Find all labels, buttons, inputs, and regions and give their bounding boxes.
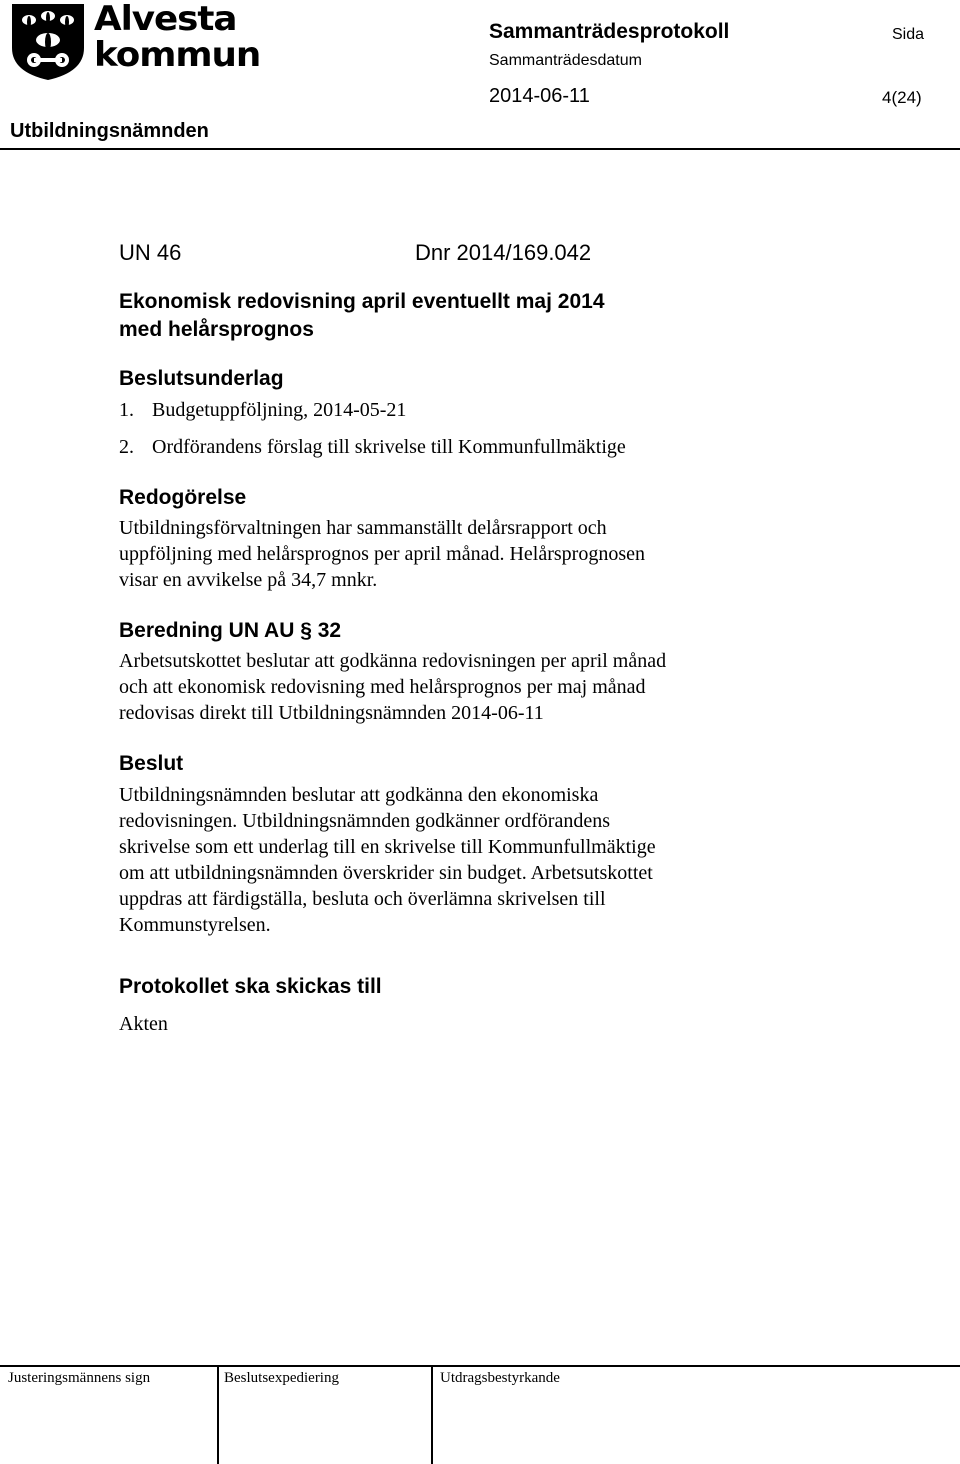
date-label: Sammanträdesdatum [489,52,642,69]
footer-column-divider [431,1366,433,1464]
logo-line-2: kommun [94,35,261,75]
paragraph-line: uppdras att färdigställa, besluta och överlämna skrivelsen till [119,888,606,910]
paragraph-line: redovisningen. Utbildningsnämnden godkänner ordförandens [119,810,611,832]
footer-divider [0,1365,960,1367]
paragraph-line: visar en avvikelse på 34,7 mnkr. [119,569,378,591]
logo-line-1: Alvesta [94,0,237,39]
case-dnr: Dnr 2014/169.042 [415,240,592,265]
paragraph-line: redovisas direkt till Utbildningsnämnden 2014-06-11 [119,702,544,724]
footer-label-justering: Justeringsmännens sign [8,1370,151,1386]
footer-label-utdrag: Utdragsbestyrkande [440,1370,560,1386]
header-divider [0,148,960,150]
unit-name: Utbildningsnämnden [10,120,209,142]
paragraph-line: Arbetsutskottet beslutar att godkänna redovisningen per april månad [119,650,667,672]
paragraph-line: skrivelse som ett underlag till en skrivelse till Kommunfullmäktige [119,836,656,858]
list-item-number: 1. [119,399,134,421]
section-heading-recipients: Protokollet ska skickas till [119,975,382,998]
protocol-title: Sammanträdesprotokoll [489,20,730,43]
meeting-date: 2014-06-11 [489,85,590,107]
paragraph-line: och att ekonomisk redovisning med helårsprognos per maj månad [119,676,646,698]
section-heading-redogorelse: Redogörelse [119,486,247,509]
paragraph-line: Utbildningsnämnden beslutar att godkänna den ekonomiska [119,784,599,806]
case-number: UN 46 [119,240,182,265]
list-item-number: 2. [119,436,134,458]
list-item-text: Budgetuppföljning, 2014-05-21 [152,399,407,421]
page-label: Sida [892,26,925,43]
list-item-text: Ordförandens förslag till skrivelse till Kommunfullmäktige [152,436,626,458]
page-number: 4(24) [882,88,922,107]
case-title-line: med helårsprognos [119,318,314,341]
municipality-emblem-icon [10,2,86,82]
paragraph-line: om att utbildningsnämnden överskrider sin budget. Arbetsutskottet [119,862,653,884]
case-title-line: Ekonomisk redovisning april eventuellt maj 2014 [119,290,605,313]
paragraph-line: Utbildningsförvaltningen har sammanställt delårsrapport och [119,517,607,539]
section-heading-beredning: Beredning UN AU § 32 [119,619,342,642]
paragraph-line: uppföljning med helårsprognos per april månad. Helårsprognosen [119,543,645,565]
recipient: Akten [119,1013,168,1035]
footer-label-expediering: Beslutsexpediering [224,1370,339,1386]
section-heading-beslut: Beslut [119,752,184,775]
footer-column-divider [217,1366,219,1464]
paragraph-line: Kommunstyrelsen. [119,914,271,936]
section-heading-underlag: Beslutsunderlag [119,367,284,390]
